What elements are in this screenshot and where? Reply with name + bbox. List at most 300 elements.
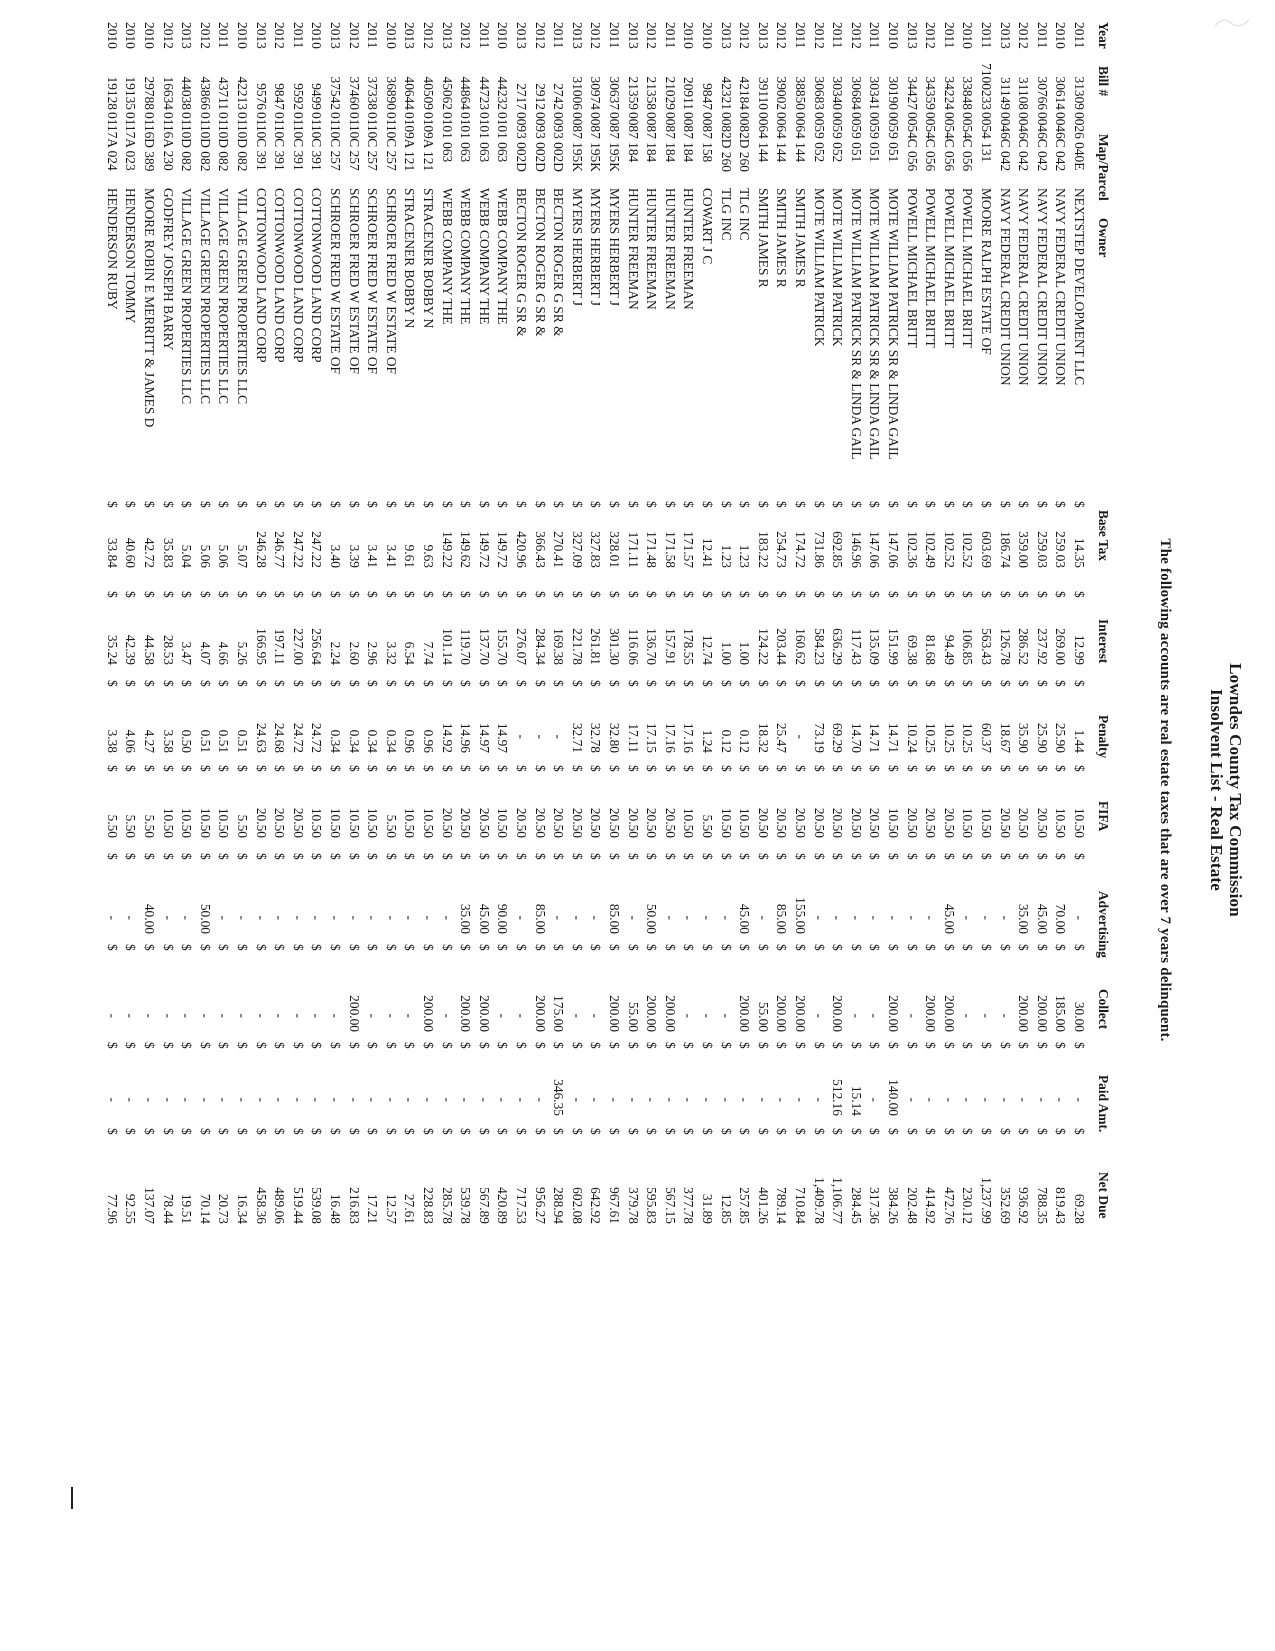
cell-paid: - — [867, 1097, 883, 1102]
currency-symbol: $ — [421, 591, 436, 598]
currency-symbol: $ — [662, 1042, 678, 1049]
cell-fifa: 10.50 — [737, 807, 753, 838]
cell-net-due: 602.08 — [569, 1187, 585, 1224]
currency-symbol: $ — [625, 1042, 641, 1049]
currency-symbol: $ — [551, 680, 567, 687]
cell-parcel: 0110C 257 — [328, 112, 343, 171]
currency-symbol: $ — [681, 680, 697, 687]
currency-symbol: $ — [290, 853, 306, 860]
cell-year: 2011 — [793, 22, 808, 49]
currency-symbol: $ — [532, 944, 548, 951]
currency-symbol: $ — [867, 591, 883, 598]
currency-symbol: $ — [383, 501, 399, 508]
cell-interest: 636.29 — [830, 628, 846, 665]
currency-symbol: $ — [235, 944, 250, 951]
cell-owner: BECTON ROGER G SR & — [551, 188, 567, 337]
currency-symbol: $ — [793, 680, 808, 687]
cell-collect: 200.00 — [774, 995, 790, 1032]
cell-parcel: 0093 002D — [551, 112, 567, 172]
cell-advertising: - — [960, 915, 976, 920]
cell-parcel: 0087 195K — [588, 112, 604, 172]
table-row — [716, 0, 735, 1580]
cell-parcel: 0101 063 — [495, 112, 511, 163]
table-row — [642, 0, 661, 1580]
cell-owner: MYERS HERBERT J — [607, 188, 622, 306]
cell-advertising: - — [681, 915, 697, 920]
cell-net-due: 137.07 — [142, 1187, 157, 1224]
currency-symbol: $ — [1053, 591, 1069, 598]
currency-symbol: $ — [718, 680, 734, 687]
cell-fifa: 20.50 — [848, 807, 864, 838]
cell-fifa: 20.50 — [923, 807, 939, 838]
currency-symbol: $ — [253, 1042, 269, 1049]
currency-symbol: $ — [1034, 501, 1050, 508]
currency-symbol: $ — [997, 853, 1013, 860]
currency-symbol: $ — [197, 853, 213, 860]
currency-symbol: $ — [774, 1042, 790, 1049]
cell-base-tax: 183.22 — [755, 531, 771, 568]
cell-base-tax: 149.62 — [458, 531, 474, 568]
cell-owner: BECTON ROGER G SR & — [532, 188, 548, 337]
cell-base-tax: 102.52 — [941, 531, 957, 568]
cell-interest: 5.26 — [235, 641, 250, 665]
cell-bill: 37542 — [328, 76, 343, 110]
cell-fifa: 5.50 — [383, 814, 399, 838]
cell-paid: - — [811, 1097, 827, 1102]
cell-parcel: 0054C 056 — [941, 112, 957, 172]
cell-fifa: 20.50 — [1034, 807, 1050, 838]
cell-penalty: 0.51 — [197, 729, 213, 753]
currency-symbol: $ — [179, 944, 195, 951]
cell-net-due: 414.92 — [923, 1187, 939, 1224]
cell-owner: COWART J C — [700, 188, 715, 265]
cell-fifa: 20.50 — [662, 807, 678, 838]
cell-bill: 43866 — [197, 76, 213, 110]
currency-symbol: $ — [328, 853, 343, 860]
currency-symbol: $ — [1053, 853, 1069, 860]
currency-symbol: $ — [346, 944, 362, 951]
currency-symbol: $ — [402, 944, 418, 951]
currency-symbol: $ — [793, 1042, 808, 1049]
currency-symbol: $ — [588, 591, 604, 598]
currency-symbol: $ — [793, 944, 808, 951]
currency-symbol: $ — [941, 765, 957, 772]
currency-symbol: $ — [123, 591, 139, 598]
cell-owner: STRACENER BOBBY N — [421, 188, 436, 329]
currency-symbol: $ — [625, 591, 641, 598]
currency-symbol: $ — [607, 765, 622, 772]
currency-symbol: $ — [923, 680, 939, 687]
currency-symbol: $ — [551, 765, 567, 772]
cell-interest: 94.49 — [941, 634, 957, 665]
table-row — [251, 0, 270, 1580]
cell-year: 2010 — [123, 22, 139, 49]
currency-symbol: $ — [142, 1042, 157, 1049]
cell-year: 2012 — [272, 22, 288, 49]
currency-symbol: $ — [848, 765, 864, 772]
cell-interest: 137.70 — [476, 628, 492, 665]
cell-owner: MOTE WILLIAM PATRICK — [811, 188, 827, 347]
currency-symbol: $ — [179, 1042, 195, 1049]
cell-penalty: 25.47 — [774, 722, 790, 753]
cell-collect: 200.00 — [458, 995, 474, 1032]
cell-advertising: 40.00 — [142, 903, 157, 934]
cell-owner: MYERS HERBERT J — [569, 188, 585, 306]
cell-interest: 221.78 — [569, 628, 585, 665]
cell-fifa: 20.50 — [755, 807, 771, 838]
cell-fifa: 20.50 — [588, 807, 604, 838]
currency-symbol: $ — [476, 591, 492, 598]
cell-net-due: 567.89 — [476, 1187, 492, 1224]
currency-symbol: $ — [421, 680, 436, 687]
cell-collect: - — [867, 1013, 883, 1018]
currency-symbol: $ — [737, 680, 753, 687]
cell-net-due: 284.45 — [848, 1187, 864, 1224]
cell-bill: 39110 — [755, 77, 771, 110]
currency-symbol: $ — [104, 944, 120, 951]
currency-symbol: $ — [700, 765, 715, 772]
currency-symbol: $ — [476, 680, 492, 687]
currency-symbol: $ — [1016, 680, 1032, 687]
table-row — [660, 0, 679, 1580]
cell-collect: - — [235, 1013, 250, 1018]
currency-symbol: $ — [718, 853, 734, 860]
cell-penalty: 32.80 — [607, 722, 622, 753]
cell-collect: - — [309, 1013, 325, 1018]
currency-symbol: $ — [997, 501, 1013, 508]
cell-owner: HUNTER FREEMAN — [681, 188, 697, 310]
currency-symbol: $ — [216, 1042, 232, 1049]
currency-symbol: $ — [551, 591, 567, 598]
cell-paid: - — [625, 1097, 641, 1102]
cell-penalty: 14.71 — [867, 722, 883, 753]
cell-owner: SMITH JAMES R — [793, 188, 808, 288]
cell-penalty: 0.96 — [421, 729, 436, 753]
cell-paid: - — [662, 1097, 678, 1102]
cell-net-due: 788.35 — [1034, 1187, 1050, 1224]
cell-paid: - — [160, 1097, 176, 1102]
currency-symbol: $ — [607, 1128, 622, 1135]
currency-symbol: $ — [848, 1128, 864, 1135]
cell-collect: 200.00 — [644, 995, 660, 1032]
currency-symbol: $ — [532, 680, 548, 687]
currency-symbol: $ — [737, 501, 753, 508]
cell-year: 2012 — [848, 22, 864, 49]
cell-parcel: 0110D 082 — [235, 112, 250, 172]
cell-penalty: 35.90 — [1016, 722, 1032, 753]
currency-symbol: $ — [309, 591, 325, 598]
currency-symbol: $ — [569, 944, 585, 951]
table-row — [790, 0, 809, 1580]
currency-symbol: $ — [755, 591, 771, 598]
currency-symbol: $ — [532, 765, 548, 772]
table-row — [474, 0, 493, 1580]
cell-year: 2010 — [142, 22, 157, 49]
cell-interest: 4.66 — [216, 641, 232, 665]
cell-bill: 43711 — [216, 77, 232, 110]
currency-symbol: $ — [328, 944, 343, 951]
cell-collect: - — [848, 1013, 864, 1018]
cell-parcel: 0109A 121 — [402, 112, 418, 172]
cell-paid: 512.16 — [830, 1079, 846, 1116]
cell-owner: SMITH JAMES R — [774, 188, 790, 288]
currency-symbol: $ — [104, 501, 120, 508]
cell-penalty: 0.34 — [328, 729, 343, 753]
cell-bill: 42213 — [235, 76, 250, 110]
currency-symbol: $ — [346, 591, 362, 598]
cell-collect: - — [514, 1013, 529, 1018]
currency-symbol: $ — [700, 1128, 715, 1135]
col-header-paid-amt: Paid Amt. — [1096, 1075, 1111, 1133]
cell-parcel: 0110D 082 — [216, 112, 232, 172]
cell-owner: MOTE WILLIAM PATRICK SR & LINDA GAIL — [886, 188, 901, 460]
currency-symbol: $ — [253, 765, 269, 772]
currency-symbol: $ — [960, 1042, 976, 1049]
cell-year: 2013 — [904, 22, 920, 49]
cell-paid: - — [514, 1097, 529, 1102]
currency-symbol: $ — [718, 1128, 734, 1135]
cell-collect: - — [439, 1013, 455, 1018]
cell-year: 2010 — [495, 22, 511, 49]
currency-symbol: $ — [700, 944, 715, 951]
cell-parcel: 0110C 391 — [272, 112, 288, 171]
table-row — [865, 0, 884, 1580]
cell-base-tax: 246.77 — [272, 531, 288, 568]
cell-collect: - — [290, 1013, 306, 1018]
currency-symbol: $ — [867, 765, 883, 772]
currency-symbol: $ — [569, 591, 585, 598]
cell-year: 2010 — [104, 22, 120, 49]
cell-collect: - — [197, 1013, 213, 1018]
cell-year: 2010 — [960, 22, 976, 49]
cell-penalty: 24.72 — [290, 722, 306, 753]
cell-collect: - — [160, 1013, 176, 1018]
cell-interest: 7.74 — [421, 641, 436, 665]
currency-symbol: $ — [755, 765, 771, 772]
cell-owner: HENDERSON RUBY — [104, 188, 120, 310]
table-row — [418, 0, 437, 1580]
cell-parcel: 0110C 257 — [346, 112, 362, 171]
currency-symbol: $ — [755, 944, 771, 951]
cell-parcel: 0087 184 — [662, 112, 678, 163]
currency-symbol: $ — [197, 1042, 213, 1049]
cell-parcel: 0110D 082 — [197, 112, 213, 172]
cell-advertising: 50.00 — [644, 903, 660, 934]
cell-owner: MOORE RALPH ESTATE OF — [979, 188, 994, 355]
currency-symbol: $ — [979, 765, 994, 772]
cell-owner: NAVY FEDERAL CREDIT UNION — [997, 188, 1013, 386]
currency-symbol: $ — [160, 853, 176, 860]
cell-fifa: 20.50 — [644, 807, 660, 838]
cell-advertising: - — [662, 915, 678, 920]
currency-symbol: $ — [365, 944, 381, 951]
cell-bill: 44723 — [476, 76, 492, 110]
cell-fifa: 20.50 — [272, 807, 288, 838]
cell-paid: - — [737, 1097, 753, 1102]
cell-net-due: 519.44 — [290, 1187, 306, 1224]
currency-symbol: $ — [941, 680, 957, 687]
currency-symbol: $ — [941, 1042, 957, 1049]
cell-interest: 3.32 — [383, 641, 399, 665]
cell-collect: 30.00 — [1072, 1001, 1087, 1032]
cell-interest: 256.64 — [309, 628, 325, 665]
cell-penalty: 32.78 — [588, 722, 604, 753]
cell-bill: 42321 — [718, 76, 734, 110]
currency-symbol: $ — [755, 501, 771, 508]
currency-symbol: $ — [793, 853, 808, 860]
currency-symbol: $ — [774, 591, 790, 598]
col-header-advertising: Advertising — [1096, 891, 1111, 958]
currency-symbol: $ — [514, 501, 529, 508]
cell-net-due: 16.48 — [328, 1193, 343, 1224]
table-row — [1032, 0, 1051, 1580]
cell-interest: 28.53 — [160, 634, 176, 665]
cell-fifa: 20.50 — [793, 807, 808, 838]
currency-symbol: $ — [421, 944, 436, 951]
cell-interest: 197.11 — [272, 628, 288, 665]
currency-symbol: $ — [625, 765, 641, 772]
currency-symbol: $ — [588, 680, 604, 687]
cell-advertising: - — [625, 915, 641, 920]
cell-base-tax: 102.36 — [904, 531, 920, 568]
table-row — [177, 0, 196, 1580]
currency-symbol: $ — [458, 591, 474, 598]
cell-year: 2011 — [830, 22, 846, 49]
cell-bill: 9499 — [309, 83, 325, 110]
cell-advertising: - — [569, 915, 585, 920]
currency-symbol: $ — [774, 1128, 790, 1135]
currency-symbol: $ — [439, 1042, 455, 1049]
currency-symbol: $ — [1034, 853, 1050, 860]
currency-symbol: $ — [607, 680, 622, 687]
table-row — [1014, 0, 1033, 1580]
cell-collect: 200.00 — [532, 995, 548, 1032]
cell-parcel: 0064 144 — [774, 112, 790, 163]
cell-collect: - — [700, 1013, 715, 1018]
cell-base-tax: 5.06 — [216, 544, 232, 568]
currency-symbol: $ — [476, 765, 492, 772]
currency-symbol: $ — [997, 1042, 1013, 1049]
cell-net-due: 12.85 — [718, 1193, 734, 1224]
cell-paid: - — [979, 1097, 994, 1102]
col-header-base-tax: Base Tax — [1096, 510, 1111, 561]
cell-penalty: 17.15 — [644, 722, 660, 753]
cell-year: 2011 — [216, 22, 232, 49]
cell-base-tax: 5.07 — [235, 544, 250, 568]
currency-symbol: $ — [532, 1128, 548, 1135]
cell-year: 2013 — [997, 22, 1013, 49]
cell-year: 2011 — [476, 22, 492, 49]
currency-symbol: $ — [253, 680, 269, 687]
currency-symbol: $ — [532, 591, 548, 598]
cell-year: 2012 — [811, 22, 827, 49]
cell-advertising: 70.00 — [1053, 903, 1069, 934]
cell-year: 2013 — [402, 22, 418, 49]
currency-symbol: $ — [811, 1128, 827, 1135]
currency-symbol: $ — [886, 1042, 901, 1049]
cell-collect: - — [179, 1013, 195, 1018]
cell-paid: - — [681, 1097, 697, 1102]
cell-base-tax: 420.96 — [514, 531, 529, 568]
cell-year: 2011 — [365, 22, 381, 49]
currency-symbol: $ — [235, 1128, 250, 1135]
cell-advertising: - — [811, 915, 827, 920]
currency-symbol: $ — [309, 1042, 325, 1049]
cell-fifa: 20.50 — [811, 807, 827, 838]
cell-parcel: 0110D 082 — [179, 112, 195, 172]
cell-collect: 200.00 — [793, 995, 808, 1032]
currency-symbol: $ — [1053, 1128, 1069, 1135]
cell-interest: 227.00 — [290, 628, 306, 665]
cell-interest: 126.78 — [997, 628, 1013, 665]
currency-symbol: $ — [960, 591, 976, 598]
cell-base-tax: 603.69 — [979, 531, 994, 568]
cell-advertising: - — [328, 915, 343, 920]
currency-symbol: $ — [328, 501, 343, 508]
cell-owner: WEBB COMPANY THE — [439, 188, 455, 325]
cell-penalty: - — [514, 734, 529, 739]
cell-fifa: 10.50 — [216, 807, 232, 838]
currency-symbol: $ — [811, 591, 827, 598]
currency-symbol: $ — [793, 591, 808, 598]
table-row — [958, 0, 977, 1580]
cell-owner: TLG INC — [718, 188, 734, 241]
currency-symbol: $ — [774, 765, 790, 772]
currency-symbol: $ — [142, 680, 157, 687]
cell-net-due: 401.26 — [755, 1187, 771, 1224]
currency-symbol: $ — [290, 501, 306, 508]
currency-symbol: $ — [737, 1042, 753, 1049]
cell-interest: 178.55 — [681, 628, 697, 665]
cell-advertising: - — [979, 915, 994, 920]
currency-symbol: $ — [1016, 944, 1032, 951]
cell-fifa: 10.50 — [886, 807, 901, 838]
cell-fifa: 20.50 — [458, 807, 474, 838]
cell-net-due: 12.57 — [383, 1193, 399, 1224]
cell-year: 2011 — [1072, 22, 1087, 49]
cell-interest: 2.96 — [365, 641, 381, 665]
currency-symbol: $ — [272, 765, 288, 772]
cell-year: 2013 — [718, 22, 734, 49]
currency-symbol: $ — [421, 853, 436, 860]
cell-penalty: 24.68 — [272, 722, 288, 753]
cell-base-tax: 12.41 — [700, 537, 715, 568]
currency-symbol: $ — [607, 501, 622, 508]
currency-symbol: $ — [588, 944, 604, 951]
cell-net-due: 70.14 — [197, 1193, 213, 1224]
cell-collect: - — [216, 1013, 232, 1018]
table-row — [586, 0, 605, 1580]
cell-owner: HUNTER FREEMAN — [625, 188, 641, 310]
table-row — [121, 0, 140, 1580]
currency-symbol: $ — [886, 680, 901, 687]
cell-paid: - — [272, 1097, 288, 1102]
currency-symbol: $ — [328, 765, 343, 772]
cell-collect: 200.00 — [662, 995, 678, 1032]
currency-symbol: $ — [142, 944, 157, 951]
currency-symbol: $ — [1016, 765, 1032, 772]
cell-bill: 36890 — [383, 76, 399, 110]
currency-symbol: $ — [960, 501, 976, 508]
cell-fifa: 10.50 — [402, 807, 418, 838]
cell-net-due: 967.61 — [607, 1187, 622, 1224]
currency-symbol: $ — [402, 853, 418, 860]
currency-symbol: $ — [179, 591, 195, 598]
currency-symbol: $ — [383, 591, 399, 598]
cell-base-tax: 1.23 — [737, 544, 753, 568]
currency-symbol: $ — [253, 853, 269, 860]
currency-symbol: $ — [197, 944, 213, 951]
